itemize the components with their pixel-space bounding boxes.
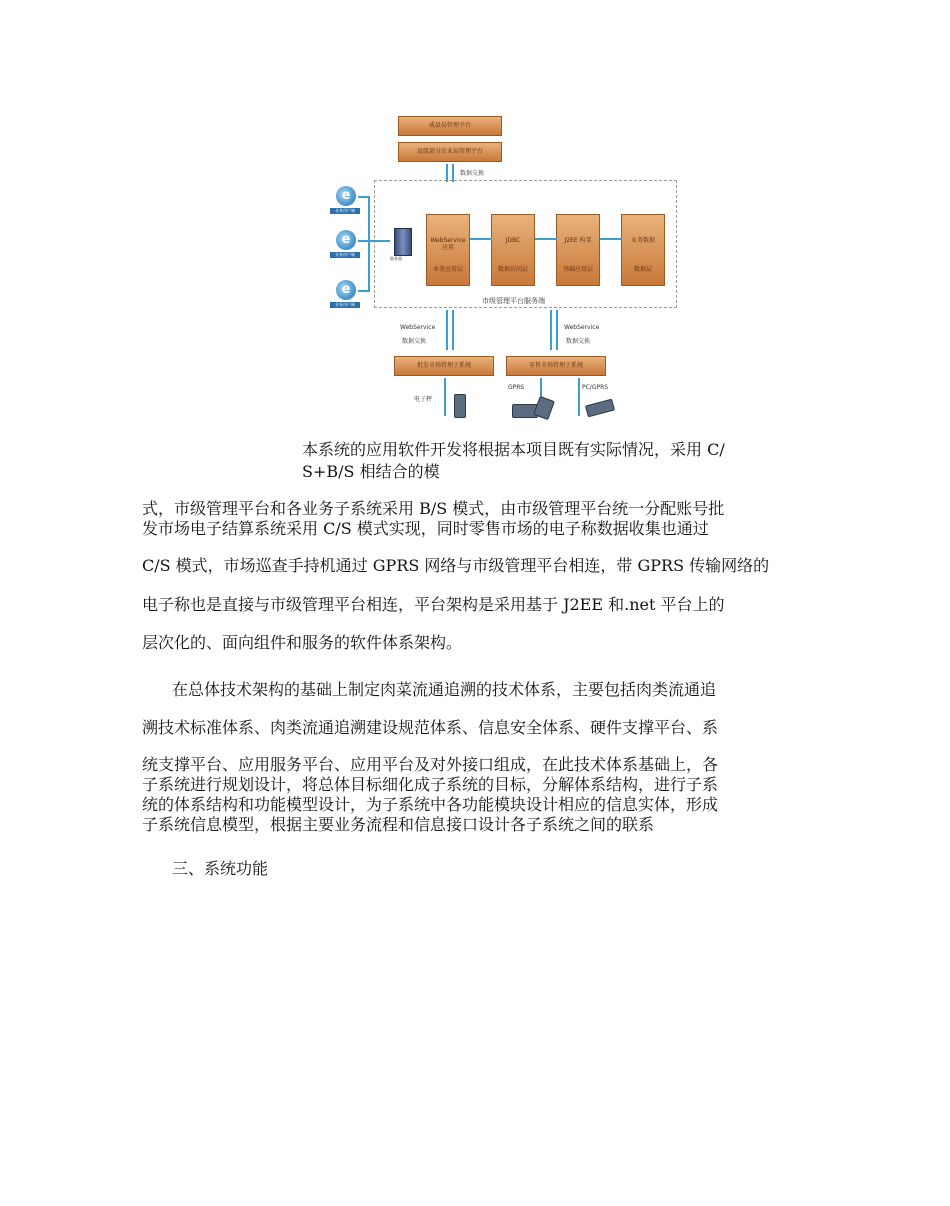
- module-top-label: JDBC: [505, 237, 521, 244]
- device-caption-2: GPRS: [508, 384, 525, 391]
- ie-browser-icon: e: [336, 230, 356, 250]
- device-link: [444, 378, 446, 416]
- module-top-label: 业务数据: [630, 237, 655, 244]
- module-data: [621, 214, 665, 286]
- client-connector: [368, 196, 370, 290]
- ie-client-label: 业务用户端: [330, 252, 360, 258]
- module-bottom-label: 业务应用层: [432, 265, 463, 273]
- paragraph-line: 子系统信息模型，根据主要业务流程和信息接口设计各子系统之间的联系: [142, 815, 655, 834]
- arrow-left-down: [452, 310, 454, 350]
- paragraph-line: 发市场电子结算系统采用 C/S 模式实现，同时零售市场的电子称数据收集也通过: [142, 519, 709, 538]
- ie-client-label: 业务用户端: [330, 208, 360, 214]
- module-link: [535, 238, 557, 240]
- client-link: [358, 196, 370, 198]
- paragraph-line: 统的体系结构和功能模型设计，为子系统中各功能模块设计相应的信息实体，形成: [142, 795, 719, 814]
- paragraph-line: 溯技术标准体系、肉类流通追溯建设规范体系、信息安全体系、硬件支撑平台、系: [142, 718, 719, 737]
- left-label-1: WebService: [400, 324, 436, 331]
- ie-browser-icon: e: [336, 280, 356, 300]
- county-platform-label: 县级部分农业局管理平台: [416, 148, 483, 156]
- arrow-right-up: [550, 310, 552, 350]
- client-link: [358, 290, 370, 292]
- ie-browser-icon: e: [336, 186, 356, 206]
- paragraph-line: 层次化的、面向组件和服务的软件体系架构。: [142, 633, 463, 652]
- county-platform-box: [398, 142, 502, 162]
- device-caption-1: 电子秤: [414, 396, 433, 403]
- module-bottom-label: 数据层: [633, 265, 652, 273]
- data-exchange-top-label: 数据交换: [460, 170, 485, 177]
- arrow-right-down: [556, 310, 558, 350]
- module-j2ee: [556, 214, 600, 286]
- ie-client-label: 业务用户端: [330, 302, 360, 308]
- module-top-label: WebService 应用: [430, 237, 466, 252]
- retail-subsystem-label: 零售市场管理子系统: [528, 362, 583, 370]
- wholesale-subsystem-box: [394, 356, 494, 376]
- device-caption-3: PC/GPRS: [582, 384, 609, 391]
- device-link: [578, 378, 580, 416]
- module-webservice: [426, 214, 470, 286]
- wholesale-subsystem-label: 批发市场管理子系统: [416, 362, 471, 370]
- paragraph-line: 子系统进行规划设计，将总体目标细化成子系统的目标，分解体系结构，进行子系: [142, 775, 719, 794]
- paragraph-line: 本系统的应用软件开发将根据本项目既有实际情况，采用 C/: [302, 440, 725, 459]
- server-icon: [394, 228, 412, 256]
- retail-subsystem-box: [506, 356, 606, 376]
- left-label-2: 数据交换: [402, 338, 427, 345]
- server-caption: 市级管理平台服务端: [482, 297, 545, 305]
- top-platform-label: 威县局管理平台: [428, 122, 471, 130]
- module-bottom-label: 基础应用层: [562, 265, 593, 273]
- right-label-1: WebService: [564, 324, 600, 331]
- paragraph-line: 式，市级管理平台和各业务子系统采用 B/S 模式，由市级管理平台统一分配账号批: [142, 499, 725, 518]
- paragraph-line: 电子称也是直接与市级管理平台相连，平台架构是采用基于 J2EE 和.net 平台上的: [142, 595, 725, 614]
- module-bottom-label: 数据访问层: [497, 265, 528, 273]
- module-link: [600, 238, 622, 240]
- scale-gprs-device-icon: [585, 399, 615, 418]
- server-icon-label: 服务器: [390, 256, 402, 261]
- section-heading: 三、系统功能: [172, 859, 269, 878]
- paragraph-line: 在总体技术架构的基础上制定肉菜流通追溯的技术体系，主要包括肉类流通追: [172, 680, 717, 699]
- paragraph-line: C/S 模式，市场巡查手持机通过 GPRS 网络与市级管理平台相连，带 GPRS 传输网络的: [142, 556, 770, 575]
- module-link: [470, 238, 492, 240]
- scale-device-icon: [454, 394, 466, 418]
- right-label-2: 数据交换: [566, 338, 591, 345]
- arrow-left-up: [446, 310, 448, 350]
- module-top-label: J2EE 构架: [564, 237, 592, 244]
- paragraph-line: S+B/S 相结合的模: [302, 462, 440, 481]
- architecture-diagram: [322, 110, 692, 428]
- module-jdbc: [491, 214, 535, 286]
- top-platform-box: [398, 116, 502, 136]
- paragraph-line: 统支撑平台、应用服务平台、应用平台及对外接口组成，在此技术体系基础上，各: [142, 755, 719, 774]
- client-link: [358, 240, 390, 242]
